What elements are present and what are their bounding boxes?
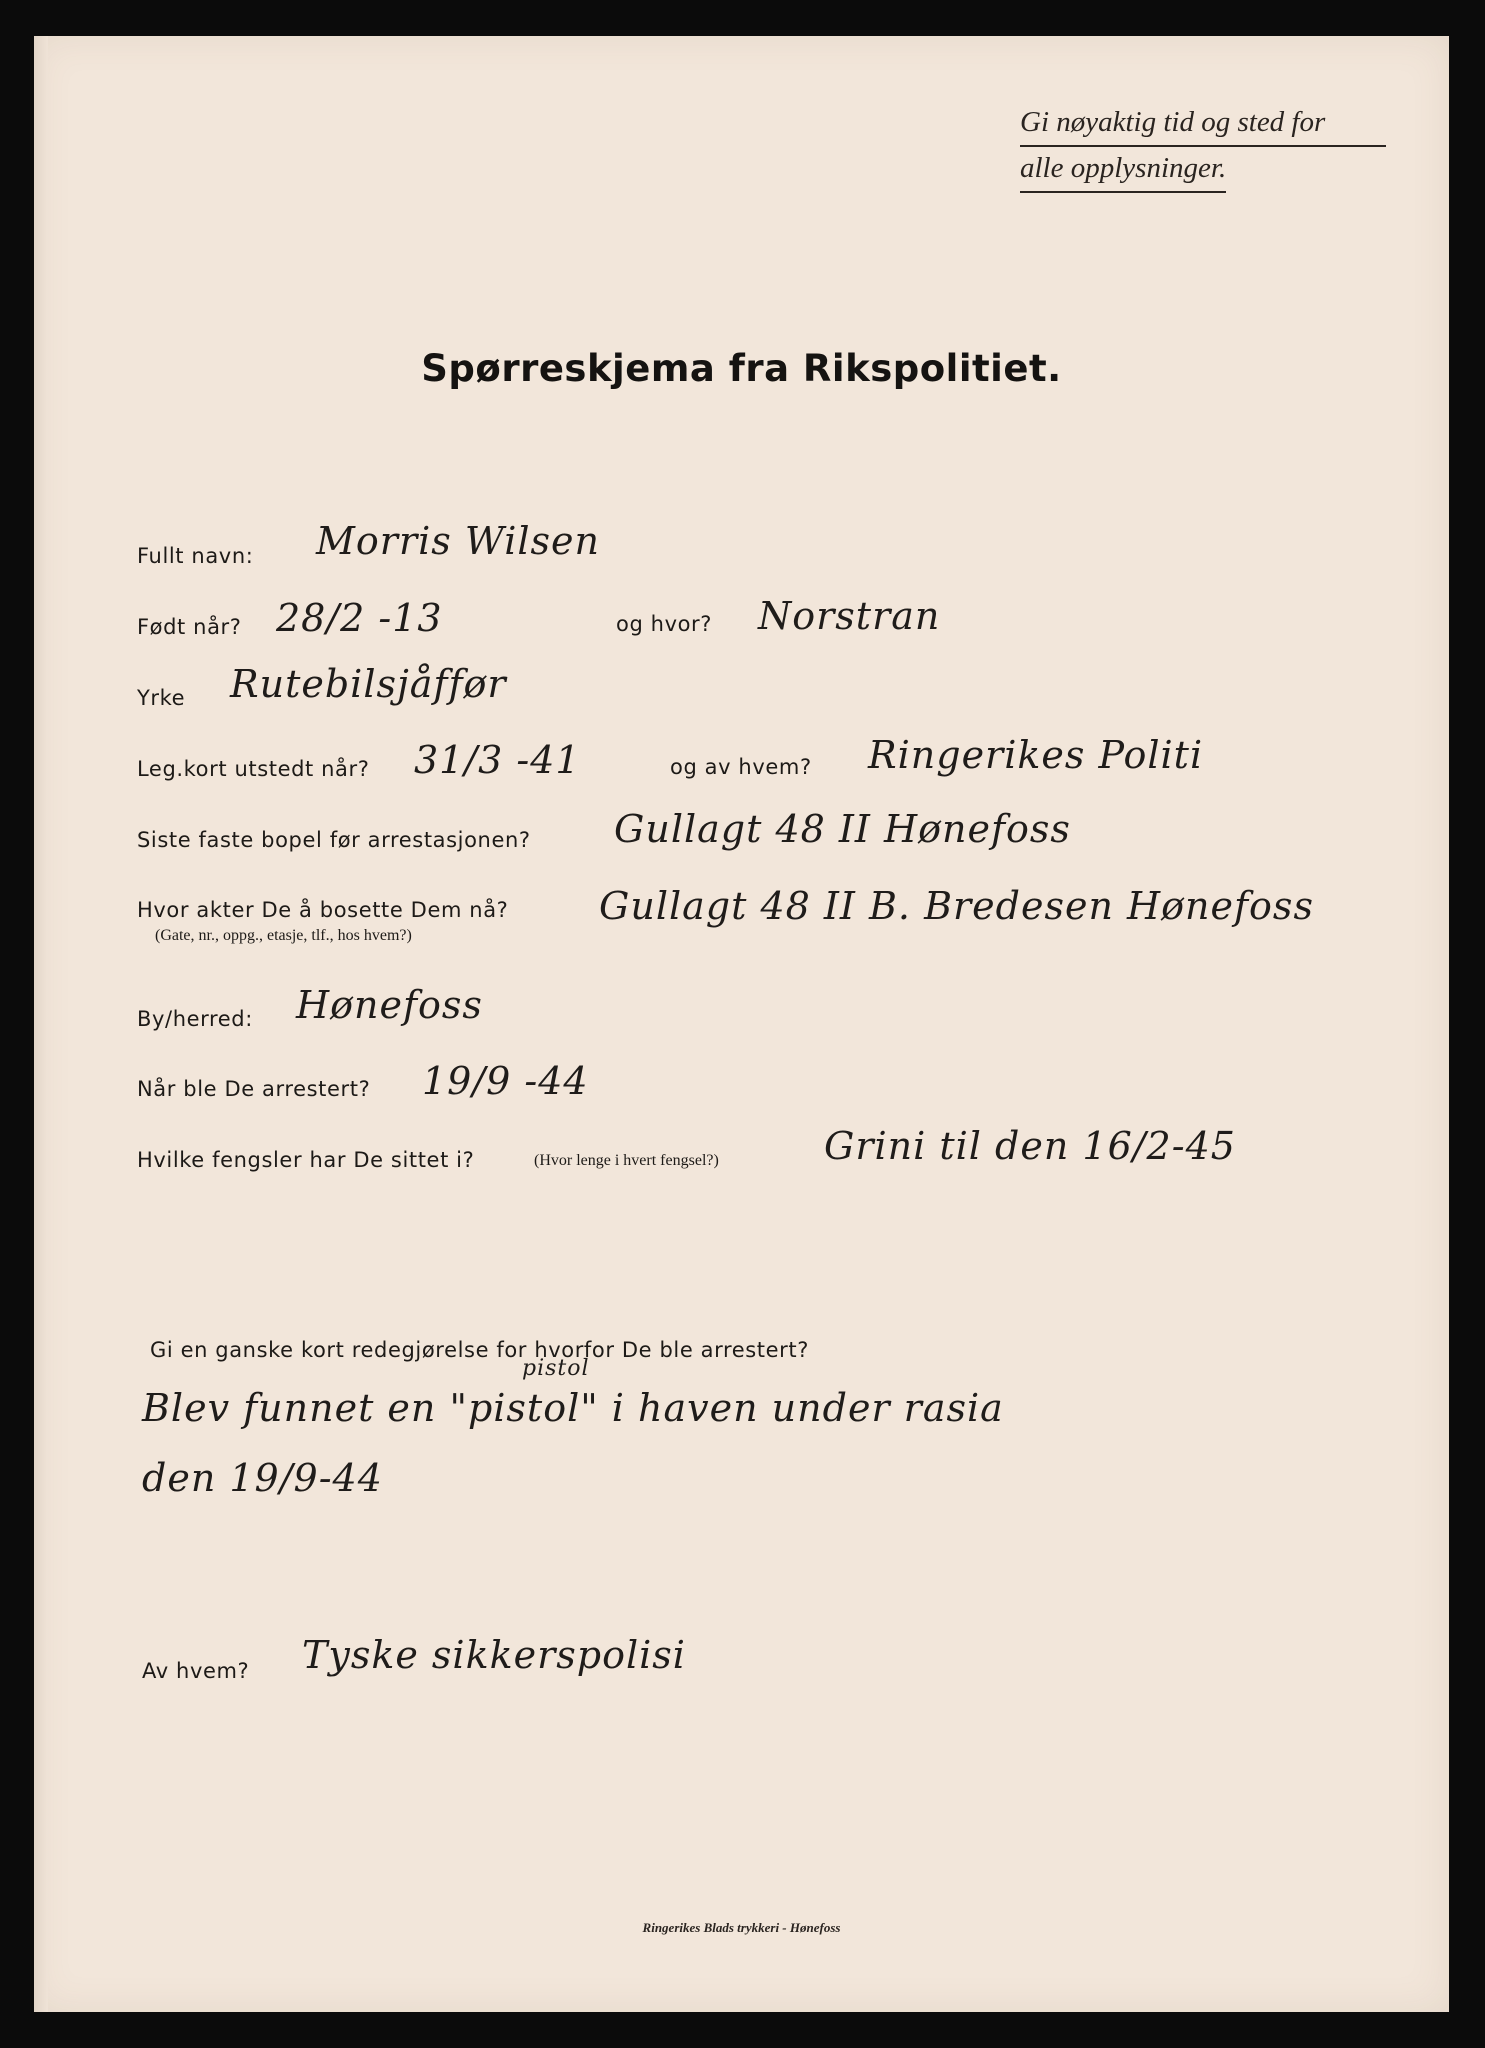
id-issued-when-value: 31/3 -41 bbox=[414, 738, 581, 782]
reason-line1: Blev funnet en "pistol" i haven under rasia bbox=[142, 1386, 1004, 1430]
municipality-value: Hønefoss bbox=[296, 983, 483, 1027]
last-address-value: Gullagt 48 II Hønefoss bbox=[614, 807, 1071, 851]
full-name-value: Morris Wilsen bbox=[316, 519, 601, 563]
prisons-value: Grini til den 16/2-45 bbox=[824, 1124, 1236, 1168]
born-where-value: Norstran bbox=[758, 594, 941, 638]
prisons-label: Hvilke fengsler har De sittet i? bbox=[137, 1148, 475, 1172]
municipality-label: By/herred: bbox=[137, 1007, 253, 1031]
id-issued-by-value: Ringerikes Politi bbox=[868, 733, 1204, 777]
reason-line2: den 19/9-44 bbox=[142, 1456, 383, 1500]
id-issued-when-label: Leg.kort utstedt når? bbox=[137, 757, 370, 781]
instruction-note-line2: alle opplysninger. bbox=[1020, 152, 1226, 193]
born-when-label: Født når? bbox=[137, 615, 242, 639]
by-whom-value: Tyske sikkerspolisi bbox=[302, 1633, 686, 1677]
arrested-when-value: 19/9 -44 bbox=[422, 1059, 589, 1103]
settle-where-label: Hvor akter De å bosette Dem nå? bbox=[137, 898, 509, 922]
form-page bbox=[34, 36, 1449, 2012]
printer-footer: Ringerikes Blads trykkeri - Hønefoss bbox=[642, 1920, 841, 1935]
settle-where-sublabel: (Gate, nr., oppg., etasje, tlf., hos hvem?) bbox=[155, 927, 412, 944]
occupation-label: Yrke bbox=[137, 686, 186, 710]
reason-insertion: pistol bbox=[522, 1356, 590, 1381]
reason-label: Gi en ganske kort redegjørelse for hvorfor De ble arrestert? bbox=[150, 1338, 809, 1362]
form-title: Spørreskjema fra Rikspolitiet. bbox=[421, 347, 1062, 390]
occupation-value: Rutebilsjåffør bbox=[230, 662, 507, 706]
settle-where-value: Gullagt 48 II B. Bredesen Hønefoss bbox=[599, 884, 1314, 928]
last-address-label: Siste faste bopel før arrestasjonen? bbox=[137, 828, 531, 852]
arrested-when-label: Når ble De arrestert? bbox=[137, 1077, 371, 1101]
born-when-value: 28/2 -13 bbox=[276, 596, 443, 640]
born-where-label: og hvor? bbox=[616, 612, 713, 636]
full-name-label: Fullt navn: bbox=[137, 544, 254, 568]
by-whom-label: Av hvem? bbox=[142, 1659, 250, 1683]
id-issued-by-label: og av hvem? bbox=[670, 755, 812, 779]
instruction-note-line1: Gi nøyaktig tid og sted for bbox=[1020, 106, 1386, 147]
prisons-sublabel: (Hvor lenge i hvert fengsel?) bbox=[534, 1152, 719, 1169]
